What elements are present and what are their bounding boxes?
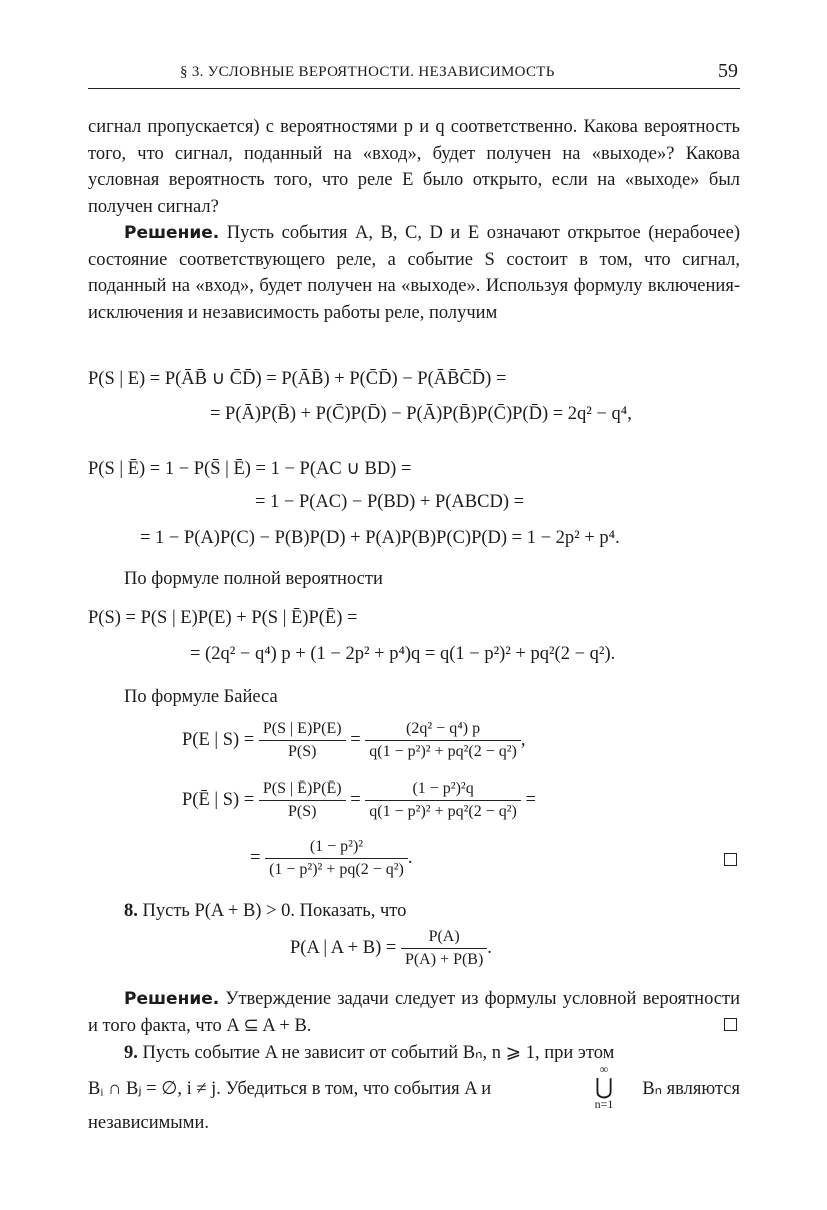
bayes-2-fraction-2 bbox=[365, 780, 521, 821]
bayes-3-lhs: = bbox=[250, 847, 261, 868]
bayes-1-fraction-1 bbox=[259, 720, 346, 761]
bayes-caption: По формуле Байеса bbox=[124, 687, 278, 707]
bayes-equation-2 bbox=[182, 780, 536, 821]
solution-2-text: Утверждение задачи следует из формулы условной вероятности и того факта, что A ⊆ A + B. bbox=[88, 989, 740, 1036]
union-lower-limit: n=1 bbox=[594, 1097, 614, 1111]
running-title: § 3. УСЛОВНЫЕ ВЕРОЯТНОСТИ. НЕЗАВИСИМОСТЬ bbox=[180, 64, 555, 80]
bayes-1-fraction-1-denominator: P(S) bbox=[288, 743, 317, 760]
problem-8-denominator: P(A) + P(B) bbox=[404, 951, 484, 968]
bayes-3-numerator: (1 − p²)² bbox=[265, 838, 408, 859]
page-number: 59 bbox=[718, 60, 738, 82]
bayes-1-tail: , bbox=[520, 729, 526, 750]
equation-1-line-1: P(S | E) = P(ĀB̄ ∪ C̄D̄) = P(ĀB̄) + P(C̄D̄) − P(ĀB̄C̄D̄) = bbox=[88, 369, 507, 389]
bayes-2-fraction-2-denominator: q(1 − p²)² + pq²(2 − q²) bbox=[369, 803, 517, 820]
equation-2-line-2: = 1 − P(AC) − P(BD) + P(ABCD) = bbox=[255, 492, 525, 512]
bayes-1-fraction-1-numerator: P(S | E)P(E) bbox=[259, 720, 346, 741]
solution-2-label: Решение. bbox=[124, 989, 220, 1009]
solution-paragraph-2 bbox=[88, 986, 740, 1039]
bayes-2-fraction-2-numerator: (1 − p²)²q bbox=[365, 780, 521, 801]
equation-3-line-2: = (2q² − q⁴) p + (1 − 2p² + p⁴)q = q(1 − p²)² + pq²(2 − q²). bbox=[190, 644, 616, 664]
problem-8-text: Пусть P(A + B) > 0. Показать, что bbox=[137, 901, 407, 921]
union-upper-limit: ∞ bbox=[599, 1062, 609, 1076]
bayes-1-lhs: P(E | S) = bbox=[182, 729, 255, 750]
equation-2-line-1: P(S | Ē) = 1 − P(S̄ | Ē) = 1 − P(AC ∪ BD) = bbox=[88, 459, 412, 479]
bayes-2-tail: = bbox=[525, 789, 536, 810]
problem-8-eq-tail: . bbox=[487, 937, 492, 958]
bayes-1-fraction-2 bbox=[365, 720, 521, 761]
problem-9-line-3: независимыми. bbox=[88, 1113, 209, 1133]
solution-text: Пусть события A, B, C, D и E означают открытое (нерабочее) состояние соответствующего реле, а событие S состоит в том, что сигнал, поданный на «вход», будет получен на «выходе». Используя формулу включения-исключения и независимость работы реле, получим bbox=[88, 223, 740, 323]
problem-9-line-1 bbox=[88, 1040, 740, 1067]
equation-1-line-2: = P(Ā)P(B̄) + P(C̄)P(D̄) − P(Ā)P(B̄)P(C̄)P(D̄) = 2q² − q⁴, bbox=[210, 404, 632, 424]
bayes-2-equals: = bbox=[350, 789, 361, 810]
bayes-1-fraction-2-numerator: (2q² − q⁴) p bbox=[365, 720, 521, 741]
problem-8-numerator: P(A) bbox=[401, 928, 487, 949]
union-symbol: ⋃ bbox=[594, 1074, 614, 1099]
problem-8-equation bbox=[290, 928, 492, 969]
running-header bbox=[88, 60, 740, 89]
bayes-3-denominator: (1 − p²)² + pq(2 − q²) bbox=[269, 861, 404, 878]
bayes-equation-1 bbox=[182, 720, 526, 761]
bayes-3-fraction bbox=[265, 838, 408, 879]
problem-9-line-2-right: Bₙ являются bbox=[642, 1079, 740, 1099]
equation-2-line-3: = 1 − P(A)P(C) − P(B)P(D) + P(A)P(B)P(C)P(D) = 1 − 2p² + p⁴. bbox=[140, 528, 620, 548]
problem-9-number: 9. bbox=[124, 1043, 138, 1063]
bayes-2-fraction-1-numerator: P(S | Ē)P(Ē) bbox=[259, 780, 346, 801]
total-probability-caption: По формуле полной вероятности bbox=[124, 569, 383, 589]
solution-paragraph-1 bbox=[88, 220, 740, 326]
bayes-2-fraction-1-denominator: P(S) bbox=[288, 803, 317, 820]
bayes-1-fraction-2-denominator: q(1 − p²)² + pq²(2 − q²) bbox=[369, 743, 517, 760]
problem-8-number: 8. bbox=[124, 901, 138, 921]
bayes-3-tail: . bbox=[407, 847, 413, 868]
qed-square-icon bbox=[724, 1018, 737, 1031]
big-union-operator bbox=[590, 1062, 618, 1112]
problem-8-statement bbox=[88, 898, 740, 925]
solution-label: Решение. bbox=[124, 223, 220, 243]
bayes-equation-3 bbox=[250, 838, 412, 879]
problem-9-text-1: Пусть событие A не зависит от событий Bₙ, n ⩾ 1, при этом bbox=[137, 1043, 615, 1063]
qed-square-icon bbox=[724, 853, 737, 866]
bayes-2-fraction-1 bbox=[259, 780, 346, 821]
problem-8-fraction bbox=[401, 928, 487, 969]
problem-9-line-2-left: Bᵢ ∩ Bⱼ = ∅, i ≠ j. Убедиться в том, что события A и bbox=[88, 1079, 492, 1099]
bayes-2-lhs: P(Ē | S) = bbox=[182, 789, 255, 810]
intro-paragraph: сигнал пропускается) с вероятностями p и q соответственно. Какова вероятность того, что сигнал, поданный на «вход», будет получен на «выходе»? Какова условная вероятность того, что реле E было открыто, если на «выходе» был получен сигнал? bbox=[88, 117, 740, 217]
problem-8-eq-lhs: P(A | A + B) = bbox=[290, 937, 397, 958]
bayes-1-equals: = bbox=[350, 729, 361, 750]
equation-3-line-1: P(S) = P(S | E)P(E) + P(S | Ē)P(Ē) = bbox=[88, 608, 358, 628]
